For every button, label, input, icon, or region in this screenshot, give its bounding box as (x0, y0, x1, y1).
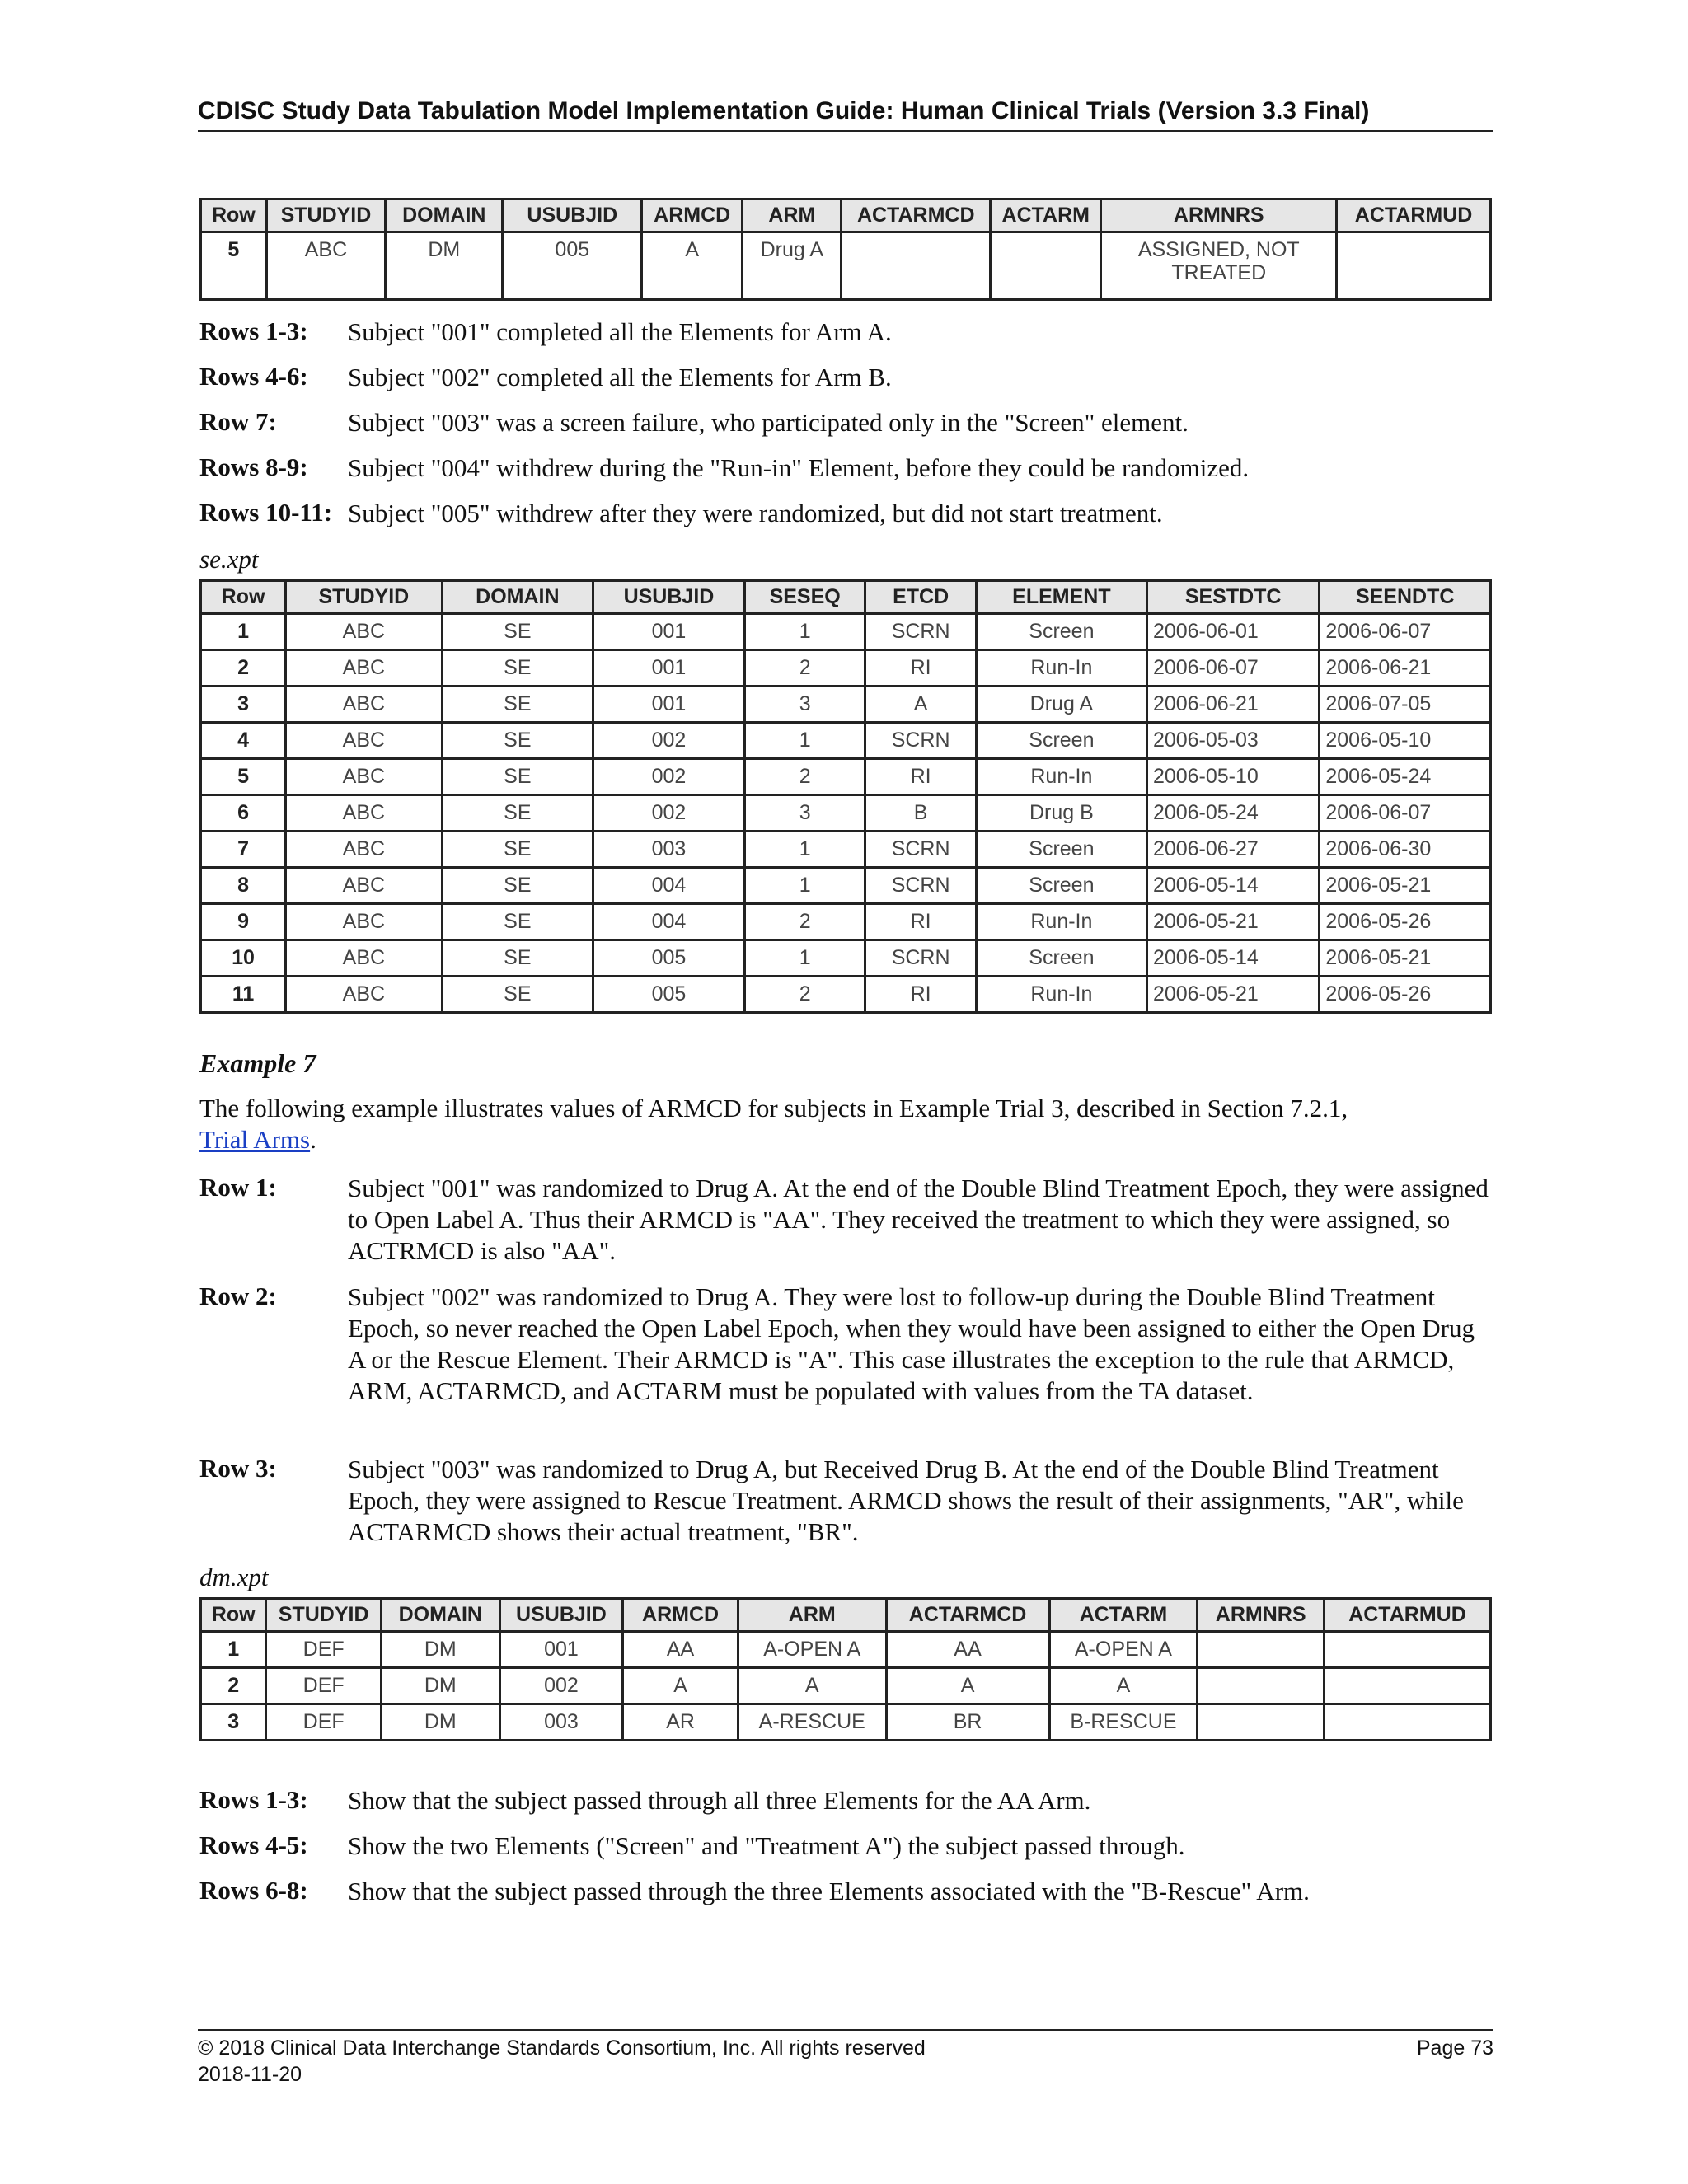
table-cell: A (623, 1668, 738, 1704)
intro-text: The following example illustrates values of ARMCD for subjects in Example Trial 3, described in Section 7.2.1, (199, 1094, 1348, 1122)
table-cell: AR (623, 1704, 738, 1741)
column-header: ARM (738, 1599, 886, 1632)
table-cell: 2006-06-07 (1320, 795, 1491, 832)
note-label: Rows 1-3: (199, 1785, 308, 1814)
table-cell: 003 (499, 1704, 623, 1741)
table-cell: Screen (976, 832, 1146, 868)
table-cell: 2006-05-21 (1320, 940, 1491, 977)
table-cell (1198, 1704, 1325, 1741)
table-cell: ABC (286, 795, 443, 832)
intro-period: . (310, 1125, 316, 1154)
column-header: DOMAIN (386, 199, 503, 232)
table-row (201, 650, 1491, 687)
table-cell: 002 (499, 1668, 623, 1704)
table-cell: 1 (744, 723, 865, 759)
page-footer (198, 2035, 1493, 2088)
note-label: Rows 1-3: (199, 316, 308, 345)
table-cell: Drug A (976, 687, 1146, 723)
table-cell: 2006-05-26 (1320, 977, 1491, 1013)
table-cell: A (886, 1668, 1049, 1704)
note-label: Row 2: (199, 1282, 277, 1310)
table-cell: ABC (286, 940, 443, 977)
table-cell: AA (623, 1632, 738, 1668)
table-cell: 2006-06-07 (1320, 614, 1491, 650)
se-caption: se.xpt (199, 545, 259, 574)
table-cell: 2006-06-21 (1320, 650, 1491, 687)
table-cell (842, 232, 991, 300)
column-header: ETCD (865, 581, 976, 614)
note-label: Rows 4-5: (199, 1830, 308, 1859)
table-cell: 001 (593, 614, 745, 650)
note-label: Row 3: (199, 1454, 277, 1483)
table-cell: SCRN (865, 940, 976, 977)
table-cell: 2006-05-24 (1146, 795, 1319, 832)
column-header: ARMCD (642, 199, 743, 232)
table-cell (1325, 1632, 1491, 1668)
table-cell: SCRN (865, 832, 976, 868)
table-cell: RI (865, 650, 976, 687)
note-text: Subject "002" was randomized to Drug A. They were lost to follow-up during the Double Blind Treatment Epoch, so never reached the Open Label Epoch, when they would have been assigned to either the Open Drug A or the Rescue Element. Their ARMCD is "A". This case illustrates the exception to the rule that ARMCD, ARM, ACTARMCD, and ACTARM must be populated with values from the TA dataset. (348, 1282, 1475, 1405)
table-cell: 2006-05-10 (1146, 759, 1319, 795)
table-cell: SE (442, 723, 593, 759)
table-cell: DEF (266, 1704, 382, 1741)
page-header: CDISC Study Data Tabulation Model Implementation Guide: Human Clinical Trials (Version 3.3 Final) (198, 97, 1370, 124)
table-cell (1198, 1632, 1325, 1668)
column-header: SEENDTC (1320, 581, 1491, 614)
table-cell: 1 (744, 868, 865, 904)
trial-arms-link[interactable]: Trial Arms (199, 1125, 311, 1154)
note-text: Subject "003" was randomized to Drug A, but Received Drug B. At the end of the Double Blind Treatment Epoch, they were assigned to Rescue Treatment. ARMCD shows the result of their assignments, "AR", while ACTARMCD shows their actual treatment, "BR". (348, 1455, 1464, 1546)
table-cell: Screen (976, 614, 1146, 650)
table-cell: Run-In (976, 650, 1146, 687)
table-cell: 1 (744, 940, 865, 977)
table-cell: 5 (201, 759, 286, 795)
table-cell: 005 (593, 977, 745, 1013)
column-header: DOMAIN (442, 581, 593, 614)
table-cell: ABC (286, 759, 443, 795)
table-cell: ABC (286, 904, 443, 940)
column-header: SESTDTC (1146, 581, 1319, 614)
table-cell: 004 (593, 868, 745, 904)
table-row (201, 795, 1491, 832)
table-cell: 002 (593, 723, 745, 759)
table-cell: A (738, 1668, 886, 1704)
column-header: STUDYID (266, 199, 385, 232)
note-label: Rows 8-9: (199, 452, 308, 481)
table-cell: A (865, 687, 976, 723)
table-row (201, 614, 1491, 650)
column-header: USUBJID (499, 1599, 623, 1632)
table-cell: B (865, 795, 976, 832)
page-number: Page 73 (1416, 2036, 1493, 2060)
table-cell: B-RESCUE (1049, 1704, 1198, 1741)
note-text: Subject "001" completed all the Elements for Arm A. (348, 317, 892, 346)
note-text: Show that the subject passed through all three Elements for the AA Arm. (348, 1786, 1091, 1815)
table-cell: A-OPEN A (1049, 1632, 1198, 1668)
table-cell: RI (865, 759, 976, 795)
note-text: Subject "002" completed all the Elements for Arm B. (348, 363, 892, 391)
table-cell: SE (442, 759, 593, 795)
dm-continuation-table (199, 198, 1492, 301)
column-header: SESEQ (744, 581, 865, 614)
column-header: ACTARMUD (1337, 199, 1491, 232)
table-row (201, 723, 1491, 759)
table-cell: SCRN (865, 868, 976, 904)
table-header-row (201, 1599, 1491, 1632)
table-cell: ABC (286, 614, 443, 650)
table-cell: 002 (593, 759, 745, 795)
table-cell: 1 (744, 832, 865, 868)
copyright-text: © 2018 Clinical Data Interchange Standards Consortium, Inc. All rights reserved (198, 2036, 926, 2060)
table-cell: ABC (286, 977, 443, 1013)
note-text: Show that the subject passed through the three Elements associated with the "B-Rescue" Arm. (348, 1877, 1310, 1905)
table-cell: 7 (201, 832, 286, 868)
table-cell (991, 232, 1101, 300)
table-cell: 2006-06-21 (1146, 687, 1319, 723)
table-cell: 3 (201, 687, 286, 723)
column-header: ARMCD (623, 1599, 738, 1632)
document-page (198, 0, 1493, 2184)
table-cell: Drug A (743, 232, 842, 300)
table-cell: ABC (286, 832, 443, 868)
note-text: Subject "005" withdrew after they were randomized, but did not start treatment. (348, 499, 1163, 527)
table-cell: Screen (976, 868, 1146, 904)
table-cell: Screen (976, 723, 1146, 759)
table-cell: DM (381, 1668, 499, 1704)
table-cell: SE (442, 832, 593, 868)
table-cell (1325, 1668, 1491, 1704)
table-cell: DM (381, 1632, 499, 1668)
table-cell: DEF (266, 1668, 382, 1704)
table-cell: 1 (201, 1632, 266, 1668)
table-cell (1198, 1668, 1325, 1704)
table-cell: A-OPEN A (738, 1632, 886, 1668)
table-cell: 1 (201, 614, 286, 650)
table-cell: SCRN (865, 614, 976, 650)
table-cell: 004 (593, 904, 745, 940)
table-cell: Run-In (976, 977, 1146, 1013)
table-row (201, 940, 1491, 977)
table-header-row (201, 581, 1491, 614)
column-header: Row (201, 581, 286, 614)
table-cell: 10 (201, 940, 286, 977)
column-header: ACTARMCD (886, 1599, 1049, 1632)
table-cell: 2006-06-30 (1320, 832, 1491, 868)
note-text: Subject "004" withdrew during the "Run-in" Element, before they could be randomized. (348, 453, 1250, 482)
table-cell: 2006-05-21 (1146, 977, 1319, 1013)
column-header: ELEMENT (976, 581, 1146, 614)
column-header: ARMNRS (1101, 199, 1337, 232)
column-header: ARM (743, 199, 842, 232)
table-row (201, 687, 1491, 723)
column-header: Row (201, 199, 267, 232)
table-cell: 2006-06-27 (1146, 832, 1319, 868)
table-cell: ABC (286, 868, 443, 904)
footer-date: 2018-11-20 (198, 2063, 302, 2086)
table-cell: SE (442, 904, 593, 940)
table-row (201, 1704, 1491, 1741)
table-cell: 1 (744, 614, 865, 650)
column-header: STUDYID (266, 1599, 382, 1632)
table-cell: 3 (744, 795, 865, 832)
table-cell: ABC (286, 723, 443, 759)
example-intro (199, 1093, 1493, 1155)
table-cell: 2006-07-05 (1320, 687, 1491, 723)
table-cell: 2006-05-14 (1146, 940, 1319, 977)
table-cell: 3 (744, 687, 865, 723)
table-row (201, 868, 1491, 904)
note-label: Row 1: (199, 1173, 277, 1202)
table-cell: A (1049, 1668, 1198, 1704)
table-cell: 003 (593, 832, 745, 868)
table-cell: 2 (744, 904, 865, 940)
table-cell: ASSIGNED, NOT TREATED (1101, 232, 1337, 300)
table-cell: RI (865, 904, 976, 940)
table-cell: SE (442, 795, 593, 832)
table-cell: 2 (744, 977, 865, 1013)
table-row (201, 232, 1491, 300)
table-row (201, 1668, 1491, 1704)
table-cell: Run-In (976, 759, 1146, 795)
table-cell: 2 (744, 759, 865, 795)
table-cell: 2006-06-01 (1146, 614, 1319, 650)
table-cell: Screen (976, 940, 1146, 977)
table-cell: 8 (201, 868, 286, 904)
table-cell: 2 (201, 1668, 266, 1704)
table-cell: DEF (266, 1632, 382, 1668)
table-cell: 3 (201, 1704, 266, 1741)
table-cell: ABC (286, 650, 443, 687)
table-cell: RI (865, 977, 976, 1013)
table-row (201, 759, 1491, 795)
table-row (201, 1632, 1491, 1668)
table-row (201, 904, 1491, 940)
column-header: ACTARMCD (842, 199, 991, 232)
table-row (201, 977, 1491, 1013)
table-cell: 2006-05-26 (1320, 904, 1491, 940)
column-header: USUBJID (503, 199, 642, 232)
table-cell (1337, 232, 1491, 300)
example-title: Example 7 (199, 1048, 316, 1078)
table-cell: 001 (593, 650, 745, 687)
table-cell: 2006-06-07 (1146, 650, 1319, 687)
table-cell: ABC (286, 687, 443, 723)
header-rule (198, 130, 1493, 132)
column-header: ACTARM (1049, 1599, 1198, 1632)
column-header: DOMAIN (381, 1599, 499, 1632)
column-header: ACTARM (991, 199, 1101, 232)
table-cell: 2006-05-21 (1146, 904, 1319, 940)
table-cell: 2006-05-10 (1320, 723, 1491, 759)
column-header: ARMNRS (1198, 1599, 1325, 1632)
column-header: ACTARMUD (1325, 1599, 1491, 1632)
dm-table (199, 1597, 1492, 1741)
note-label: Rows 6-8: (199, 1876, 308, 1905)
column-header: USUBJID (593, 581, 745, 614)
table-cell: SE (442, 868, 593, 904)
note-text: Show the two Elements ("Screen" and "Treatment A") the subject passed through. (348, 1831, 1185, 1860)
table-cell: Drug B (976, 795, 1146, 832)
table-cell: 001 (499, 1632, 623, 1668)
table-cell: 2 (744, 650, 865, 687)
table-cell: AA (886, 1632, 1049, 1668)
table-cell: 9 (201, 904, 286, 940)
table-row (201, 832, 1491, 868)
column-header: Row (201, 1599, 266, 1632)
se-table (199, 579, 1492, 1014)
table-cell: DM (381, 1704, 499, 1741)
table-cell: SCRN (865, 723, 976, 759)
table-cell: 005 (593, 940, 745, 977)
table-cell: ABC (266, 232, 385, 300)
table-cell: 11 (201, 977, 286, 1013)
table-cell: 2006-05-03 (1146, 723, 1319, 759)
table-cell: 2006-05-14 (1146, 868, 1319, 904)
note-text: Subject "003" was a screen failure, who participated only in the "Screen" element. (348, 408, 1189, 437)
table-cell: BR (886, 1704, 1049, 1741)
table-cell: DM (386, 232, 503, 300)
table-cell: Run-In (976, 904, 1146, 940)
table-cell: 5 (201, 232, 267, 300)
table-cell: 001 (593, 687, 745, 723)
table-cell: SE (442, 614, 593, 650)
table-cell: 005 (503, 232, 642, 300)
table-cell: 2006-05-24 (1320, 759, 1491, 795)
footer-rule (198, 2029, 1493, 2031)
table-cell: 2006-05-21 (1320, 868, 1491, 904)
table-cell: SE (442, 977, 593, 1013)
table-cell: SE (442, 650, 593, 687)
table-cell: SE (442, 687, 593, 723)
dm-caption: dm.xpt (199, 1563, 269, 1591)
table-cell: 002 (593, 795, 745, 832)
table-cell: SE (442, 940, 593, 977)
note-label: Rows 10-11: (199, 498, 333, 527)
note-label: Row 7: (199, 407, 277, 436)
table-cell: A (642, 232, 743, 300)
note-text: Subject "001" was randomized to Drug A. At the end of the Double Blind Treatment Epoch, they were assigned to Open Label A. Thus their ARMCD is "AA". They received the treatment to which they were assigned, so ACTRMCD is also "AA". (348, 1174, 1489, 1265)
note-label: Rows 4-6: (199, 362, 308, 391)
column-header: STUDYID (286, 581, 443, 614)
table-cell: 2 (201, 650, 286, 687)
table-header-row (201, 199, 1491, 232)
table-cell (1325, 1704, 1491, 1741)
table-cell: 4 (201, 723, 286, 759)
table-cell: 6 (201, 795, 286, 832)
table-cell: A-RESCUE (738, 1704, 886, 1741)
